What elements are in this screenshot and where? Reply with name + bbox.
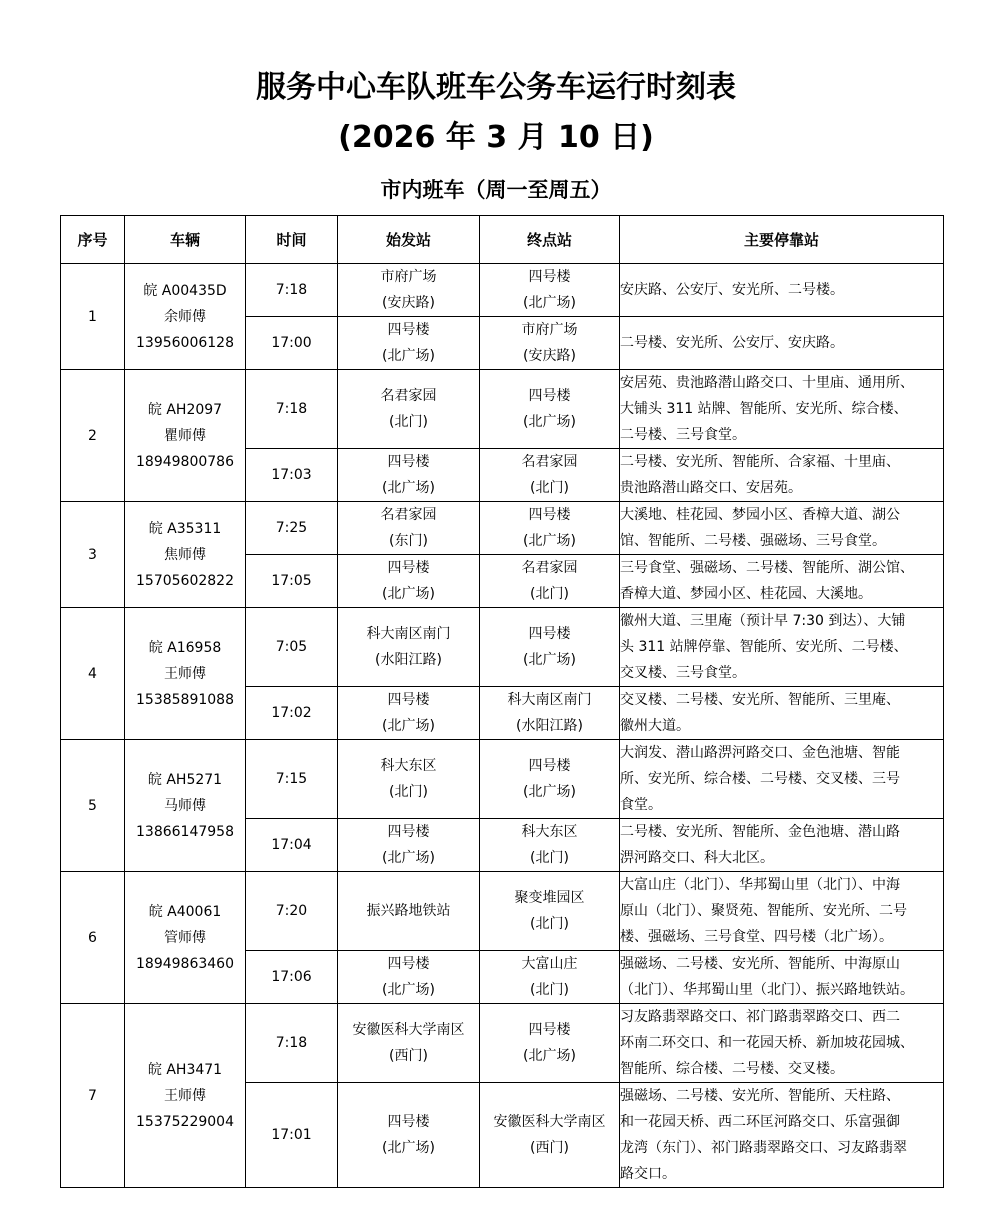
driver-phone: 15385891088: [136, 691, 234, 708]
time-cell: 7:18: [246, 1004, 338, 1083]
stops-cell: [620, 819, 944, 872]
stops-cell: [620, 264, 944, 317]
origin-cell-line: 四号楼: [387, 956, 430, 972]
table-row: [61, 1004, 944, 1083]
vehicle-cell: [125, 370, 246, 502]
vehicle-plate: 皖 AH3471: [147, 1061, 223, 1078]
time-cell: 7:20: [246, 872, 338, 951]
origin-cell: [338, 449, 480, 502]
seq-cell: 1: [61, 264, 125, 370]
vehicle-plate: 皖 AH5271: [147, 771, 223, 788]
stops-cell: [620, 370, 944, 449]
origin-cell-line: (西门): [389, 1048, 428, 1064]
terminal-cell-line: 聚变堆园区: [514, 890, 585, 906]
vehicle-plate: 皖 A00435D: [143, 282, 227, 299]
terminal-cell-line: 科大东区: [521, 824, 578, 840]
stops-cell-line: 和一花园天桥、西二环匡河路交口、乐富强御: [620, 1114, 900, 1130]
origin-cell: [338, 1004, 480, 1083]
origin-cell-line: 四号楼: [387, 322, 430, 338]
terminal-cell-line: 四号楼: [528, 507, 571, 523]
header-stops: 主要停靠站: [620, 216, 944, 264]
origin-cell-line: 市府广场: [380, 269, 437, 285]
terminal-cell: [480, 264, 620, 317]
header-terminal: 终点站: [480, 216, 620, 264]
terminal-cell-line: (北广场): [523, 784, 576, 800]
terminal-cell-line: (北广场): [523, 652, 576, 668]
seq-cell: 3: [61, 502, 125, 608]
table-row: [61, 608, 944, 687]
stops-cell-line: 淠河路交口、科大北区。: [620, 850, 774, 866]
stops-cell-line: 二号楼、三号食堂。: [620, 427, 746, 443]
terminal-cell-line: 四号楼: [528, 388, 571, 404]
driver-name: 王师傅: [164, 665, 206, 682]
terminal-cell: [480, 687, 620, 740]
origin-cell-line: (北广场): [382, 718, 435, 734]
stops-cell-line: 交叉楼、三号食堂。: [620, 665, 746, 681]
time-cell: 17:06: [246, 951, 338, 1004]
header-seq: 序号: [61, 216, 125, 264]
time-cell: 17:03: [246, 449, 338, 502]
terminal-cell-line: (西门): [530, 1140, 569, 1156]
terminal-cell: [480, 555, 620, 608]
section-subtitle: 市内班车（周一至周五）: [380, 178, 612, 202]
origin-cell-line: 名君家园: [380, 388, 437, 404]
table-row: [61, 740, 944, 819]
driver-name: 王师傅: [164, 1087, 206, 1104]
stops-cell-line: 智能所、综合楼、二号楼、交叉楼。: [620, 1061, 844, 1077]
stops-cell: [620, 740, 944, 819]
stops-cell: [620, 1004, 944, 1083]
origin-cell-line: (北门): [389, 784, 428, 800]
time-cell: 17:00: [246, 317, 338, 370]
stops-cell-line: 习友路翡翠路交口、祁门路翡翠路交口、西二: [620, 1009, 900, 1025]
driver-phone: 13866147958: [136, 823, 234, 840]
stops-cell-line: 三号食堂、强磁场、二号楼、智能所、湖公馆、: [620, 560, 914, 576]
origin-cell: [338, 555, 480, 608]
terminal-cell-line: (北门): [530, 480, 569, 496]
origin-cell: [338, 740, 480, 819]
origin-cell-line: 四号楼: [387, 1114, 430, 1130]
stops-cell-line: 食堂。: [620, 797, 662, 813]
origin-cell: [338, 819, 480, 872]
origin-cell-line: (北广场): [382, 586, 435, 602]
terminal-cell: [480, 317, 620, 370]
vehicle-cell: [125, 1004, 246, 1188]
table-row: [61, 872, 944, 951]
origin-cell-line: (北广场): [382, 850, 435, 866]
stops-cell-line: 大铺头 311 站牌、智能所、安光所、综合楼、: [620, 401, 908, 417]
terminal-cell-line: (北广场): [523, 295, 576, 311]
stops-cell-line: 交叉楼、二号楼、安光所、智能所、三里庵、: [620, 692, 900, 708]
stops-cell-line: 环南二环交口、和一花园天桥、新加坡花园城、: [620, 1035, 914, 1051]
origin-cell: [338, 370, 480, 449]
terminal-cell: [480, 872, 620, 951]
seq-cell: 6: [61, 872, 125, 1004]
page-title: 服务中心车队班车公务车运行时刻表: [256, 70, 736, 105]
driver-phone: 18949863460: [136, 955, 234, 972]
stops-cell-line: 强磁场、二号楼、安光所、智能所、中海原山: [620, 956, 900, 972]
table-row: [61, 370, 944, 449]
driver-name: 瞿师傅: [164, 427, 206, 444]
terminal-cell-line: 四号楼: [528, 269, 571, 285]
stops-cell-line: （北门）、华邦蜀山里（北门）、振兴路地铁站。: [620, 982, 914, 998]
stops-cell-line: 徽州大道、三里庵（预计早 7:30 到达）、大铺: [620, 613, 906, 629]
header-time: 时间: [246, 216, 338, 264]
terminal-cell: [480, 449, 620, 502]
driver-name: 管师傅: [164, 929, 206, 946]
terminal-cell-line: (北门): [530, 850, 569, 866]
origin-cell-line: 科大东区: [380, 758, 437, 774]
driver-phone: 15375229004: [136, 1113, 234, 1130]
time-cell: 7:18: [246, 264, 338, 317]
terminal-cell: [480, 502, 620, 555]
table-row: [61, 264, 944, 317]
stops-cell: [620, 555, 944, 608]
stops-cell: [620, 687, 944, 740]
stops-cell: [620, 951, 944, 1004]
stops-cell-line: 香樟大道、梦园小区、桂花园、大溪地。: [620, 586, 872, 602]
schedule-table: [60, 215, 944, 1188]
stops-cell-line: 头 311 站牌停靠、智能所、安光所、二号楼、: [620, 639, 908, 655]
vehicle-plate: 皖 A35311: [148, 520, 222, 537]
terminal-cell-line: (北广场): [523, 1048, 576, 1064]
origin-cell-line: (安庆路): [382, 295, 435, 311]
origin-cell: [338, 608, 480, 687]
seq-cell: 7: [61, 1004, 125, 1188]
stops-cell-line: 二号楼、安光所、智能所、金色池塘、潜山路: [620, 824, 900, 840]
stops-cell-line: 馆、智能所、二号楼、强磁场、三号食堂。: [620, 533, 886, 549]
seq-cell: 2: [61, 370, 125, 502]
stops-cell-line: 路交口。: [620, 1166, 676, 1182]
origin-cell-line: 名君家园: [380, 507, 437, 523]
terminal-cell-line: (安庆路): [523, 348, 576, 364]
terminal-cell-line: 四号楼: [528, 758, 571, 774]
origin-cell-line: (北门): [389, 414, 428, 430]
stops-cell-line: 所、安光所、综合楼、二号楼、交叉楼、三号: [620, 771, 900, 787]
stops-cell-line: 大润发、潜山路淠河路交口、金色池塘、智能: [620, 745, 900, 761]
schedule-body: [61, 264, 944, 1188]
header-row: [61, 216, 944, 264]
stops-cell: [620, 1083, 944, 1188]
time-cell: 7:15: [246, 740, 338, 819]
terminal-cell-line: 四号楼: [528, 626, 571, 642]
page-date: (2026 年 3 月 10 日): [338, 120, 654, 155]
terminal-cell-line: (水阳江路): [516, 718, 583, 734]
origin-cell: [338, 687, 480, 740]
terminal-cell-line: 市府广场: [521, 322, 578, 338]
terminal-cell: [480, 608, 620, 687]
vehicle-plate: 皖 A40061: [148, 903, 222, 920]
stops-cell-line: 楼、强磁场、三号食堂、四号楼（北广场）。: [620, 929, 893, 945]
stops-cell-line: 贵池路潜山路交口、安居苑。: [620, 480, 802, 496]
time-cell: 17:01: [246, 1083, 338, 1188]
terminal-cell: [480, 951, 620, 1004]
time-cell: 17:05: [246, 555, 338, 608]
stops-cell-line: 徽州大道。: [620, 718, 690, 734]
vehicle-cell: [125, 608, 246, 740]
terminal-cell-line: 四号楼: [528, 1022, 571, 1038]
terminal-cell-line: (北广场): [523, 414, 576, 430]
terminal-cell-line: 安徽医科大学南区: [493, 1114, 606, 1130]
stops-cell-line: 安居苑、贵池路潜山路交口、十里庙、通用所、: [620, 375, 914, 391]
origin-cell: [338, 502, 480, 555]
origin-cell-line: (东门): [389, 533, 428, 549]
vehicle-plate: 皖 A16958: [148, 639, 222, 656]
stops-cell-line: 安庆路、公安厅、安光所、二号楼。: [620, 282, 844, 298]
vehicle-cell: [125, 740, 246, 872]
stops-cell-line: 大富山庄（北门）、华邦蜀山里（北门）、中海: [620, 877, 900, 893]
terminal-cell-line: (北广场): [523, 533, 576, 549]
origin-cell-line: (北广场): [382, 1140, 435, 1156]
time-cell: 7:05: [246, 608, 338, 687]
driver-name: 余师傅: [164, 308, 206, 325]
origin-cell-line: (水阳江路): [375, 652, 442, 668]
terminal-cell: [480, 1083, 620, 1188]
terminal-cell-line: 名君家园: [521, 560, 578, 576]
terminal-cell: [480, 819, 620, 872]
origin-cell: [338, 951, 480, 1004]
stops-cell-line: 二号楼、安光所、智能所、合家福、十里庙、: [620, 454, 900, 470]
terminal-cell-line: 大富山庄: [521, 956, 578, 972]
driver-phone: 15705602822: [136, 572, 234, 589]
origin-cell: [338, 872, 480, 951]
origin-cell-line: 振兴路地铁站: [366, 903, 451, 919]
stops-cell-line: 原山（北门）、聚贤苑、智能所、安光所、二号: [620, 903, 907, 919]
vehicle-cell: [125, 872, 246, 1004]
stops-cell-line: 龙湾（东门）、祁门路翡翠路交口、习友路翡翠: [620, 1140, 907, 1156]
origin-cell-line: 科大南区南门: [366, 626, 451, 642]
stops-cell-line: 大溪地、桂花园、梦园小区、香樟大道、湖公: [620, 507, 900, 523]
origin-cell: [338, 1083, 480, 1188]
terminal-cell: [480, 1004, 620, 1083]
table-row: [61, 502, 944, 555]
terminal-cell: [480, 370, 620, 449]
terminal-cell-line: (北门): [530, 916, 569, 932]
driver-name: 马师傅: [164, 797, 206, 814]
stops-cell: [620, 872, 944, 951]
header-origin: 始发站: [338, 216, 480, 264]
driver-phone: 13956006128: [136, 334, 234, 351]
time-cell: 7:18: [246, 370, 338, 449]
seq-cell: 5: [61, 740, 125, 872]
stops-cell: [620, 608, 944, 687]
header-vehicle: 车辆: [125, 216, 246, 264]
terminal-cell-line: (北门): [530, 982, 569, 998]
time-cell: 7:25: [246, 502, 338, 555]
origin-cell-line: 四号楼: [387, 824, 430, 840]
terminal-cell: [480, 740, 620, 819]
terminal-cell-line: 科大南区南门: [507, 692, 592, 708]
stops-cell-line: 二号楼、安光所、公安厅、安庆路。: [620, 335, 844, 351]
time-cell: 17:04: [246, 819, 338, 872]
origin-cell-line: (北广场): [382, 982, 435, 998]
origin-cell-line: 四号楼: [387, 560, 430, 576]
vehicle-cell: [125, 502, 246, 608]
seq-cell: 4: [61, 608, 125, 740]
driver-name: 焦师傅: [164, 546, 206, 563]
stops-cell: [620, 449, 944, 502]
time-cell: 17:02: [246, 687, 338, 740]
origin-cell-line: 四号楼: [387, 692, 430, 708]
driver-phone: 18949800786: [136, 453, 234, 470]
stops-cell-line: 强磁场、二号楼、安光所、智能所、天柱路、: [620, 1088, 900, 1104]
terminal-cell-line: 名君家园: [521, 454, 578, 470]
origin-cell-line: (北广场): [382, 348, 435, 364]
origin-cell: [338, 264, 480, 317]
origin-cell: [338, 317, 480, 370]
stops-cell: [620, 317, 944, 370]
origin-cell-line: 安徽医科大学南区: [352, 1022, 465, 1038]
vehicle-plate: 皖 AH2097: [147, 401, 223, 418]
terminal-cell-line: (北门): [530, 586, 569, 602]
origin-cell-line: (北广场): [382, 480, 435, 496]
stops-cell: [620, 502, 944, 555]
vehicle-cell: [125, 264, 246, 370]
origin-cell-line: 四号楼: [387, 454, 430, 470]
